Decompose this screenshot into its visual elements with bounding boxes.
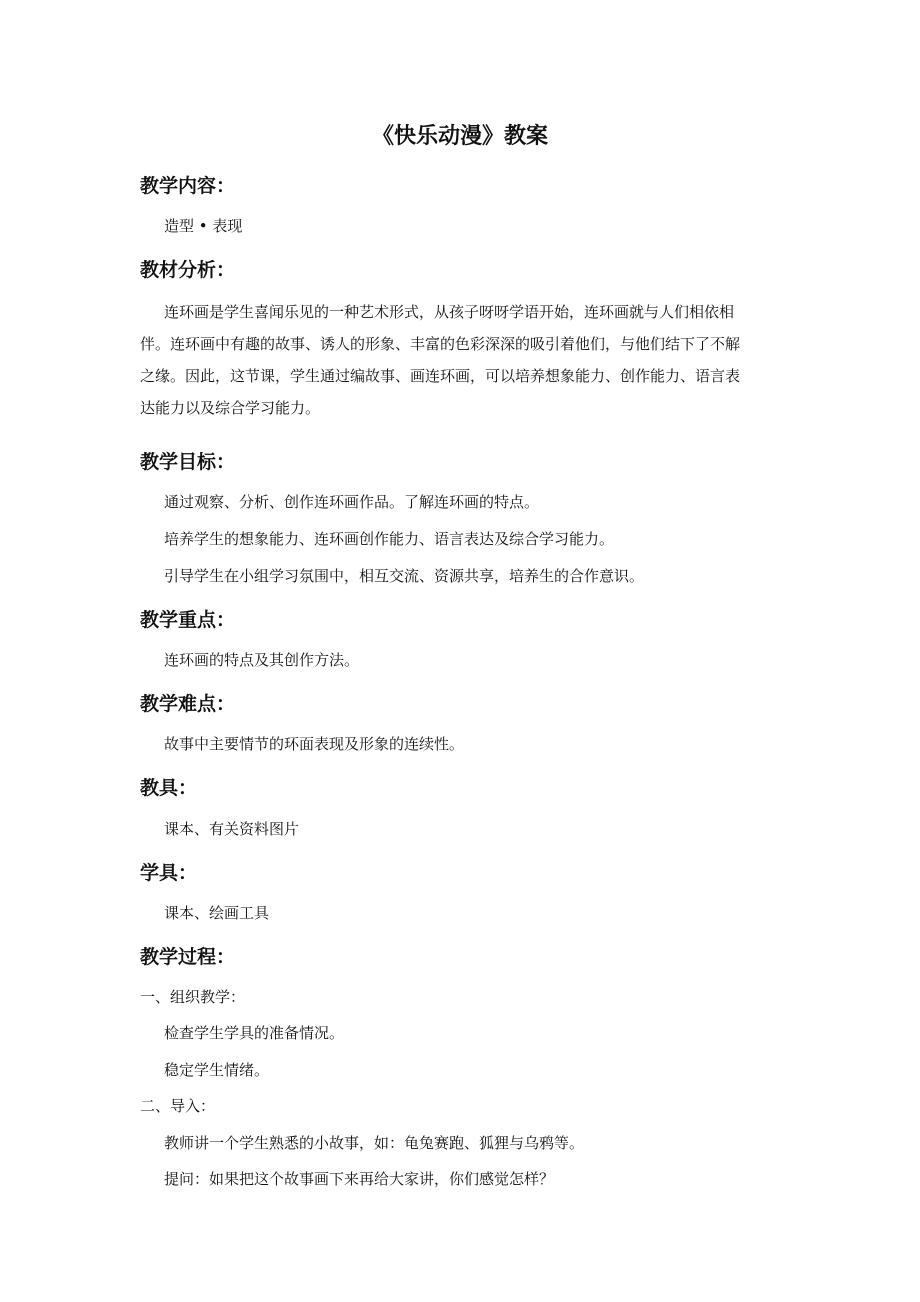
- process-step-line: 提问：如果把这个故事画下来再给大家讲，你们感觉怎样？: [164, 1170, 555, 1188]
- process-step-label: 一、组织教学：: [140, 988, 246, 1006]
- learning-aids-text: 课本、绘画工具: [164, 904, 270, 922]
- goal-item: 培养学生的想象能力、连环画创作能力、语言表达及综合学习能力。: [164, 530, 615, 548]
- heading-teaching-aids: 教具：: [140, 777, 198, 799]
- process-step-line: 检查学生学具的准备情况。: [164, 1024, 345, 1042]
- analysis-line: 之缘。因此，这节课，学生通过编故事、画连环画，可以培养想象能力、创作能力、语言表: [140, 367, 741, 385]
- analysis-line: 连环画是学生喜闻乐见的一种艺术形式，从孩子呀呀学语开始，连环画就与人们相依相: [164, 303, 735, 321]
- analysis-line: 达能力以及综合学习能力。: [140, 399, 321, 417]
- heading-teaching-process: 教学过程：: [140, 946, 236, 968]
- heading-teaching-content: 教学内容：: [140, 175, 236, 197]
- difficulties-text: 故事中主要情节的环面表现及形象的连续性。: [164, 735, 465, 753]
- analysis-line: 伴。连环画中有趣的故事、诱人的形象、丰富的色彩深深的吸引着他们，与他们结下了不解: [140, 335, 741, 353]
- heading-teaching-goals: 教学目标：: [140, 451, 236, 473]
- document-title: 《快乐动漫》教案: [371, 124, 548, 149]
- heading-key-points: 教学重点：: [140, 609, 236, 631]
- process-step-line: 教师讲一个学生熟悉的小故事，如：龟兔赛跑、狐狸与乌鸦等。: [164, 1134, 585, 1152]
- heading-learning-aids: 学具：: [140, 862, 198, 884]
- teaching-content-text: 造型 • 表现: [164, 217, 243, 235]
- teaching-aids-text: 课本、有关资料图片: [164, 820, 300, 838]
- goal-item: 通过观察、分析、创作连环画作品。了解连环画的特点。: [164, 493, 540, 511]
- process-step-label: 二、导入：: [140, 1097, 216, 1115]
- material-analysis-paragraph: [140, 296, 786, 424]
- process-step-line: 稳定学生情绪。: [164, 1061, 270, 1079]
- key-points-text: 连环画的特点及其创作方法。: [164, 651, 360, 669]
- heading-difficulties: 教学难点：: [140, 693, 236, 715]
- heading-material-analysis: 教材分析：: [140, 259, 236, 281]
- goal-item: 引导学生在小组学习氛围中，相互交流、资源共享，培养生的合作意识。: [164, 567, 645, 585]
